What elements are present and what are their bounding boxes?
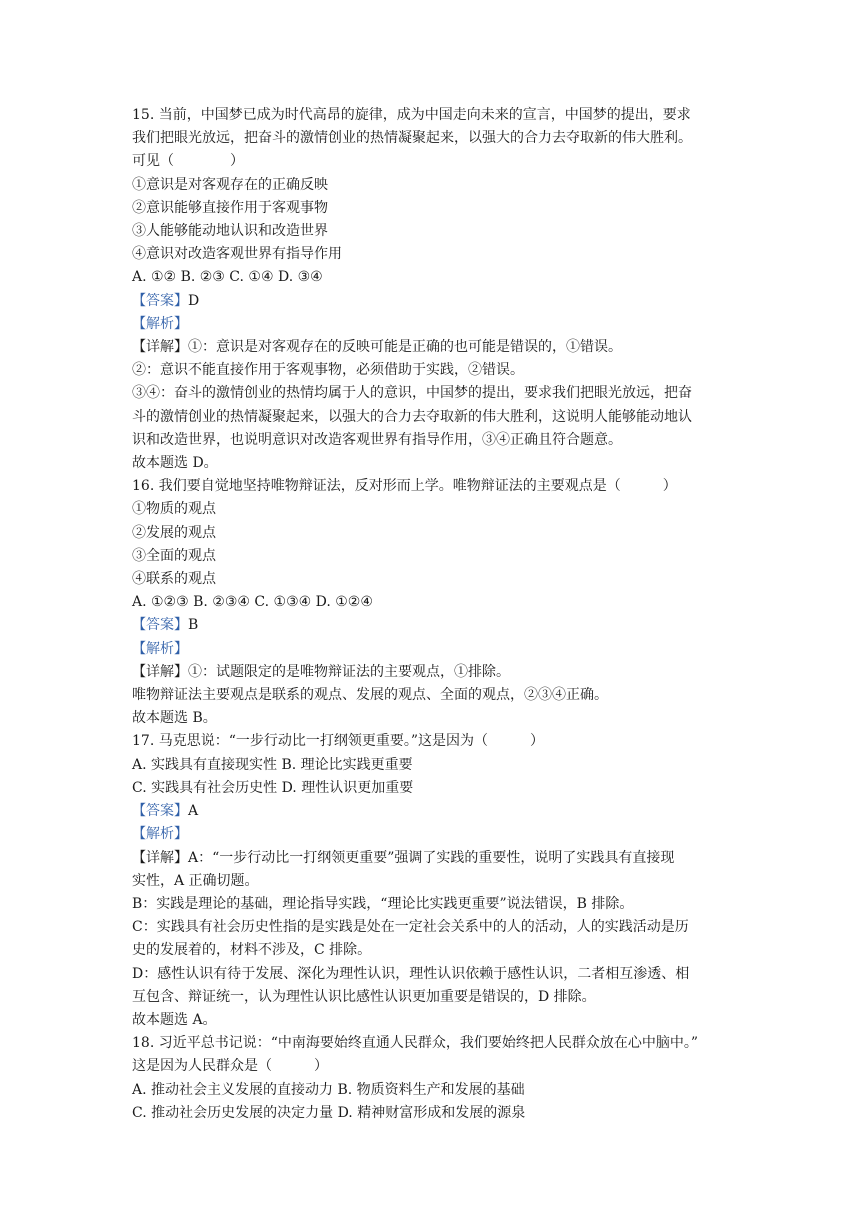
detail-text: 故本题选 B。 (132, 710, 217, 727)
detail-text: 互包含、辩证统一，认为理性认识比感性认识更加重要是错误的，D 排除。 (132, 988, 596, 1005)
analysis-line (132, 823, 732, 846)
choices-line: A. ①②③ B. ②③④ C. ①③④ D. ①②④ (132, 594, 373, 611)
option-item: ①意识是对客观存在的正确反映 (132, 176, 328, 193)
detail-text: 故本题选 D。 (132, 455, 218, 472)
detail-tag: 【详解】 (132, 339, 188, 356)
detail-text: 唯物辩证法主要观点是联系的观点、发展的观点、全面的观点，②③④正确。 (132, 687, 608, 704)
answer-line (132, 290, 732, 313)
answer-tag: 【答案】 (132, 617, 188, 634)
option-item: ④联系的观点 (132, 571, 216, 588)
detail-text: 史的发展着的，材料不涉及，C 排除。 (132, 942, 372, 959)
answer-line (132, 614, 732, 637)
detail-text: 识和改造世界，也说明意识对改造客观世界有指导作用，③④正确且符合题意。 (132, 431, 622, 448)
choices-line: C. 推动社会历史发展的决定力量 D. 精神财富形成和发展的源泉 (132, 1104, 526, 1121)
option-item: ④意识对改造客观世界有指导作用 (132, 246, 342, 263)
analysis-tag: 【解析】 (132, 826, 188, 843)
detail-tag: 【详解】 (132, 663, 188, 680)
question-stem: 16. 我们要自觉地坚持唯物辩证法，反对形而上学。唯物辩证法的主要观点是（ ） (132, 478, 677, 495)
option-item: ①物质的观点 (132, 501, 216, 518)
answer-line (132, 800, 732, 823)
detail-text: 故本题选 A。 (132, 1011, 217, 1028)
detail-text: D：感性认识有待于发展、深化为理性认识，理性认识依赖于感性认识，二者相互渗透、相 (132, 965, 690, 982)
detail-line (132, 336, 732, 359)
question-15 (132, 104, 732, 475)
detail-text: A：“一步行动比一打纲领更重要”强调了实践的重要性，说明了实践具有直接现 (188, 849, 675, 866)
detail-text: ②：意识不能直接作用于客观事物，必须借助于实践，②错误。 (132, 362, 524, 379)
question-stem: 17. 马克思说：“一步行动比一打纲领更重要。”这是因为（ ） (132, 733, 545, 750)
option-item: ②发展的观点 (132, 524, 216, 541)
answer-value: B (188, 617, 199, 634)
detail-text: 斗的激情创业的热情凝聚起来，以强大的合力去夺取新的伟大胜利，这说明人能够能动地认 (132, 408, 692, 425)
answer-tag: 【答案】 (132, 292, 188, 309)
detail-text: C：实践具有社会历史性指的是实践是处在一定社会关系中的人的活动，人的实践活动是历 (132, 919, 689, 936)
detail-line (132, 847, 732, 870)
question-stem: 15. 当前，中国梦已成为时代高昂的旋律，成为中国走向未来的宣言，中国梦的提出，要求 (132, 107, 691, 123)
question-stem: 我们把眼光放远，把奋斗的激情创业的热情凝聚起来，以强大的合力去夺取新的伟大胜利。 (132, 130, 692, 147)
question-17 (132, 730, 732, 1032)
choices-line: A. 推动社会主义发展的直接动力 B. 物质资料生产和发展的基础 (132, 1081, 525, 1098)
question-stem: 这是因为人民群众是（ ） (132, 1058, 328, 1075)
detail-text: ①：意识是对客观存在的反映可能是正确的也可能是错误的，①错误。 (188, 339, 622, 356)
choices-line: A. 实践具有直接现实性 B. 理论比实践更重要 (132, 756, 413, 773)
answer-value: D (188, 292, 200, 309)
detail-text: ①：试题限定的是唯物辩证法的主要观点，①排除。 (188, 663, 510, 680)
answer-tag: 【答案】 (132, 803, 188, 820)
detail-text: ③④：奋斗的激情创业的热情均属于人的意识，中国梦的提出，要求我们把眼光放远，把奋 (132, 385, 692, 402)
analysis-line (132, 313, 732, 336)
question-stem: 可见（ ） (132, 153, 244, 170)
choices-line: A. ①② B. ②③ C. ①④ D. ③④ (132, 269, 323, 286)
option-item: ②意识能够直接作用于客观事物 (132, 199, 328, 216)
question-stem: 18. 习近平总书记说：“中南海要始终直通人民群众，我们要始终把人民群众放在心中脑中。” (132, 1035, 699, 1052)
analysis-tag: 【解析】 (132, 315, 188, 332)
detail-text: B：实践是理论的基础，理论指导实践，“理论比实践更重要”说法错误，B 排除。 (132, 895, 634, 912)
answer-value: A (188, 803, 199, 820)
analysis-tag: 【解析】 (132, 640, 188, 657)
question-16 (132, 475, 732, 730)
question-18 (132, 1032, 732, 1125)
analysis-line (132, 638, 732, 661)
choices-line: C. 实践具有社会历史性 D. 理性认识更加重要 (132, 779, 414, 796)
detail-text: 实性，A 正确切题。 (132, 872, 259, 889)
detail-line (132, 661, 732, 684)
option-item: ③人能够能动地认识和改造世界 (132, 223, 328, 240)
option-item: ③全面的观点 (132, 547, 216, 564)
document-page (132, 104, 732, 1125)
detail-tag: 【详解】 (132, 849, 188, 866)
